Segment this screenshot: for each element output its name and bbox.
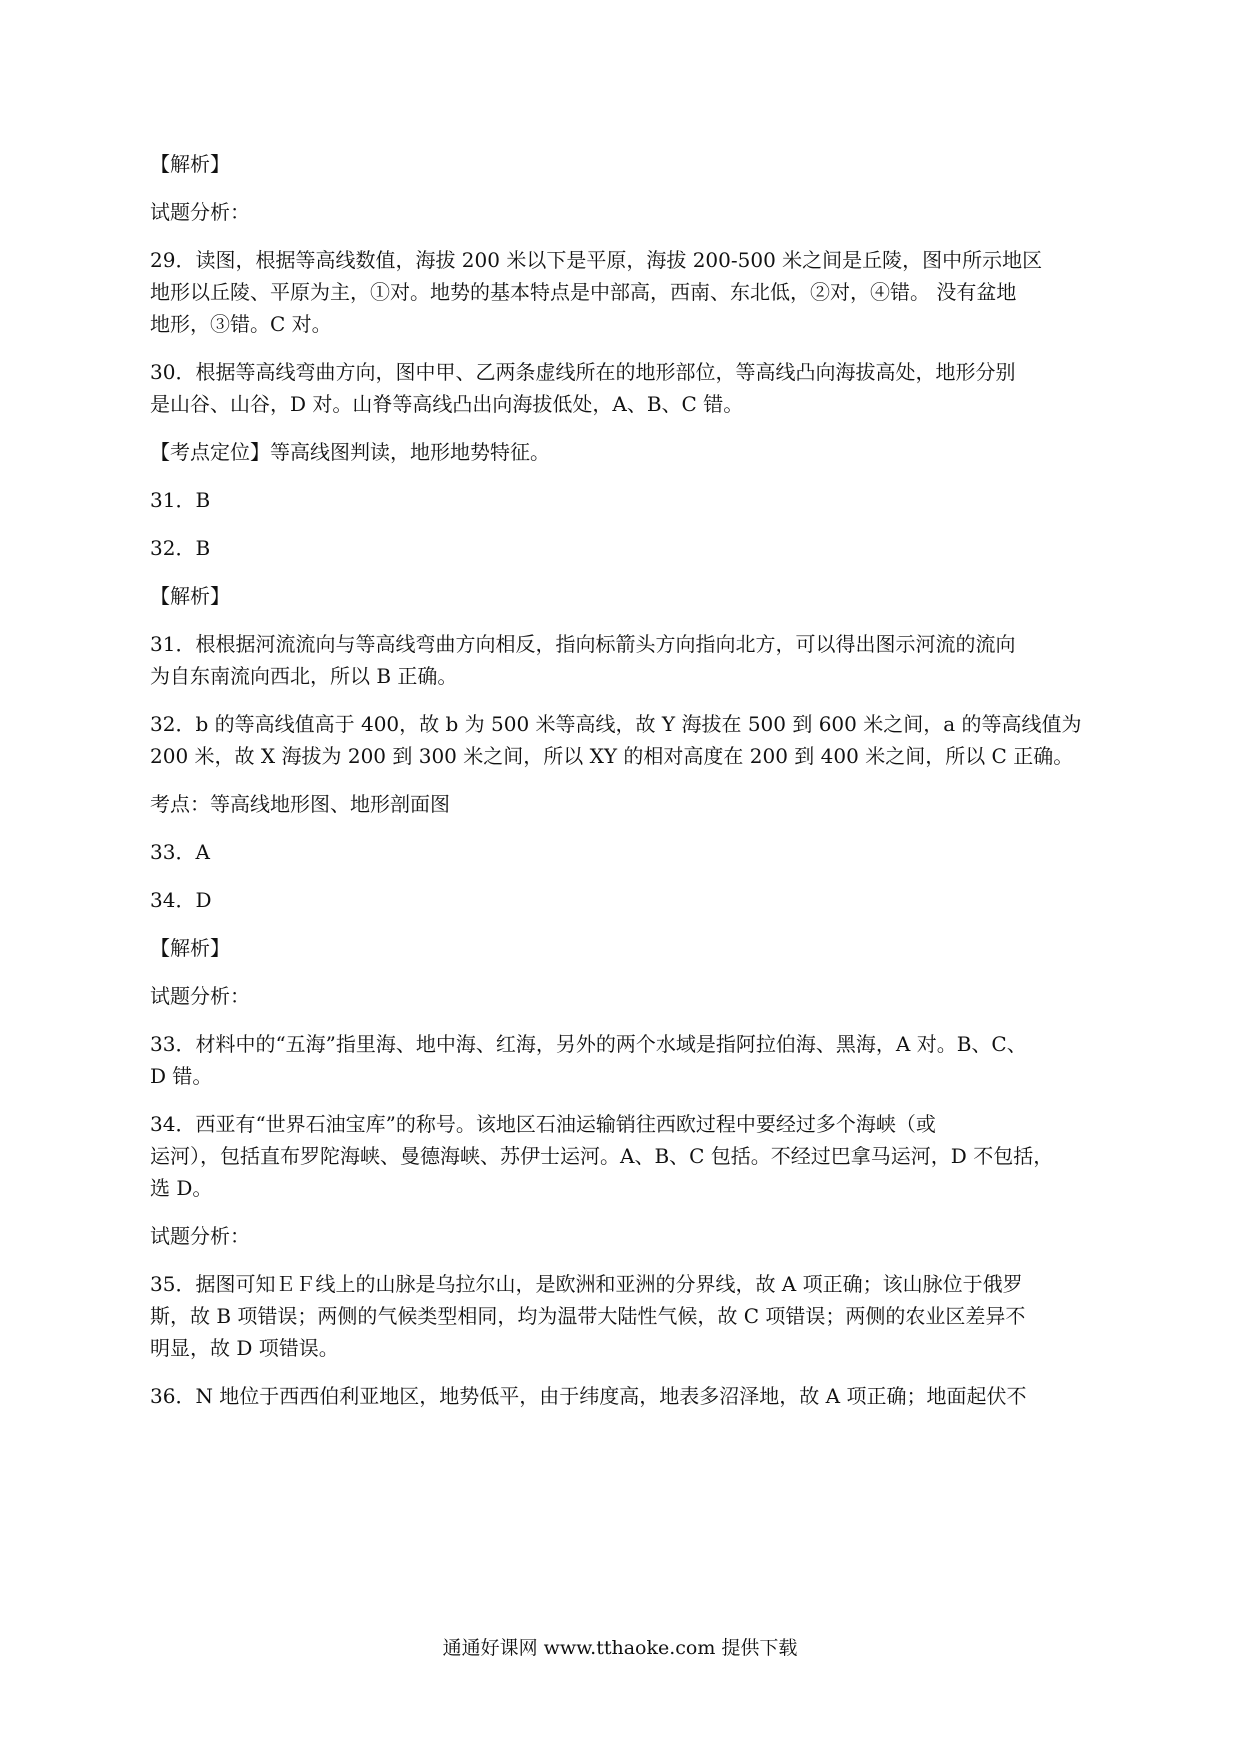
section-label-analysis: 试题分析： <box>150 1224 250 1248</box>
explanation-35-line-2: 斯，故 B 项错误；两侧的气候类型相同，均为温带大陆性气候，故 C 项错误；两侧的农业区差异不 <box>150 1304 1026 1328</box>
explanation-33-line-2: D 错。 <box>150 1064 213 1088</box>
answer-30-line-2: 是山谷、山谷，D 对。山脊等高线凸出向海拔低处，A、B、C 错。 <box>150 392 744 416</box>
answer-34: 34．D <box>150 888 212 912</box>
explanation-34-line-1: 34．西亚有“世界石油宝库”的称号。该地区石油运输销往西欧过程中要经过多个海峡（或 <box>150 1112 936 1136</box>
section-heading-analysis: 【解析】 <box>150 584 230 608</box>
explanation-34-line-3: 选 D。 <box>150 1176 213 1200</box>
answer-29-line-2: 地形以丘陵、平原为主，①对。地势的基本特点是中部高，西南、东北低，②对，④错。 没有盆地 <box>150 280 1017 304</box>
section-label-analysis: 试题分析： <box>150 984 250 1008</box>
section-heading-analysis: 【解析】 <box>150 936 230 960</box>
key-point: 考点：等高线地形图、地形剖面图 <box>150 792 450 816</box>
explanation-33-line-1: 33．材料中的“五海”指里海、地中海、红海，另外的两个水域是指阿拉伯海、黑海，A 对。B、C、 <box>150 1032 1027 1056</box>
answer-29-line-1: 29．读图，根据等高线数值，海拔 200 米以下是平原，海拔 200-500 米之间是丘陵，图中所示地区 <box>150 248 1043 272</box>
explanation-32-line-2: 200 米，故 X 海拔为 200 到 300 米之间，所以 XY 的相对高度在 200 到 400 米之间，所以 C 正确。 <box>150 744 1074 768</box>
answer-31: 31．B <box>150 488 211 512</box>
answer-32: 32．B <box>150 536 211 560</box>
page-footer: 通通好课网 www.tthaoke.com 提供下载 <box>442 1637 798 1659</box>
section-label-analysis: 试题分析： <box>150 200 250 224</box>
document-body <box>150 148 1095 1428</box>
answer-33: 33．A <box>150 840 210 864</box>
answer-30-line-1: 30．根据等高线弯曲方向，图中甲、乙两条虚线所在的地形部位，等高线凸向海拔高处，地形分别 <box>150 360 1016 384</box>
explanation-35-line-3: 明显，故 D 项错误。 <box>150 1336 339 1360</box>
explanation-31-line-1: 31．根根据河流流向与等高线弯曲方向相反，指向标箭头方向指向北方，可以得出图示河流的流向 <box>150 632 1016 656</box>
explanation-34-line-2: 运河），包括直布罗陀海峡、曼德海峡、苏伊士运河。A、B、C 包括。不经过巴拿马运河，D 不包括， <box>150 1144 1054 1168</box>
key-point: 【考点定位】等高线图判读，地形地势特征。 <box>150 440 550 464</box>
answer-29-line-3: 地形，③错。C 对。 <box>150 312 332 336</box>
section-heading-analysis: 【解析】 <box>150 152 230 176</box>
explanation-31-line-2: 为自东南流向西北，所以 B 正确。 <box>150 664 458 688</box>
explanation-36-line-1: 36．N 地位于西西伯利亚地区，地势低平，由于纬度高，地表多沼泽地，故 A 项正确；地面起伏不 <box>150 1384 1027 1408</box>
explanation-32-line-1: 32．b 的等高线值高于 400，故 b 为 500 米等高线，故 Y 海拔在 500 到 600 米之间，a 的等高线值为 <box>150 712 1082 736</box>
explanation-35-line-1: 35．据图可知ＥＦ线上的山脉是乌拉尔山，是欧洲和亚洲的分界线，故 A 项正确；该山脉位于俄罗 <box>150 1272 1023 1296</box>
